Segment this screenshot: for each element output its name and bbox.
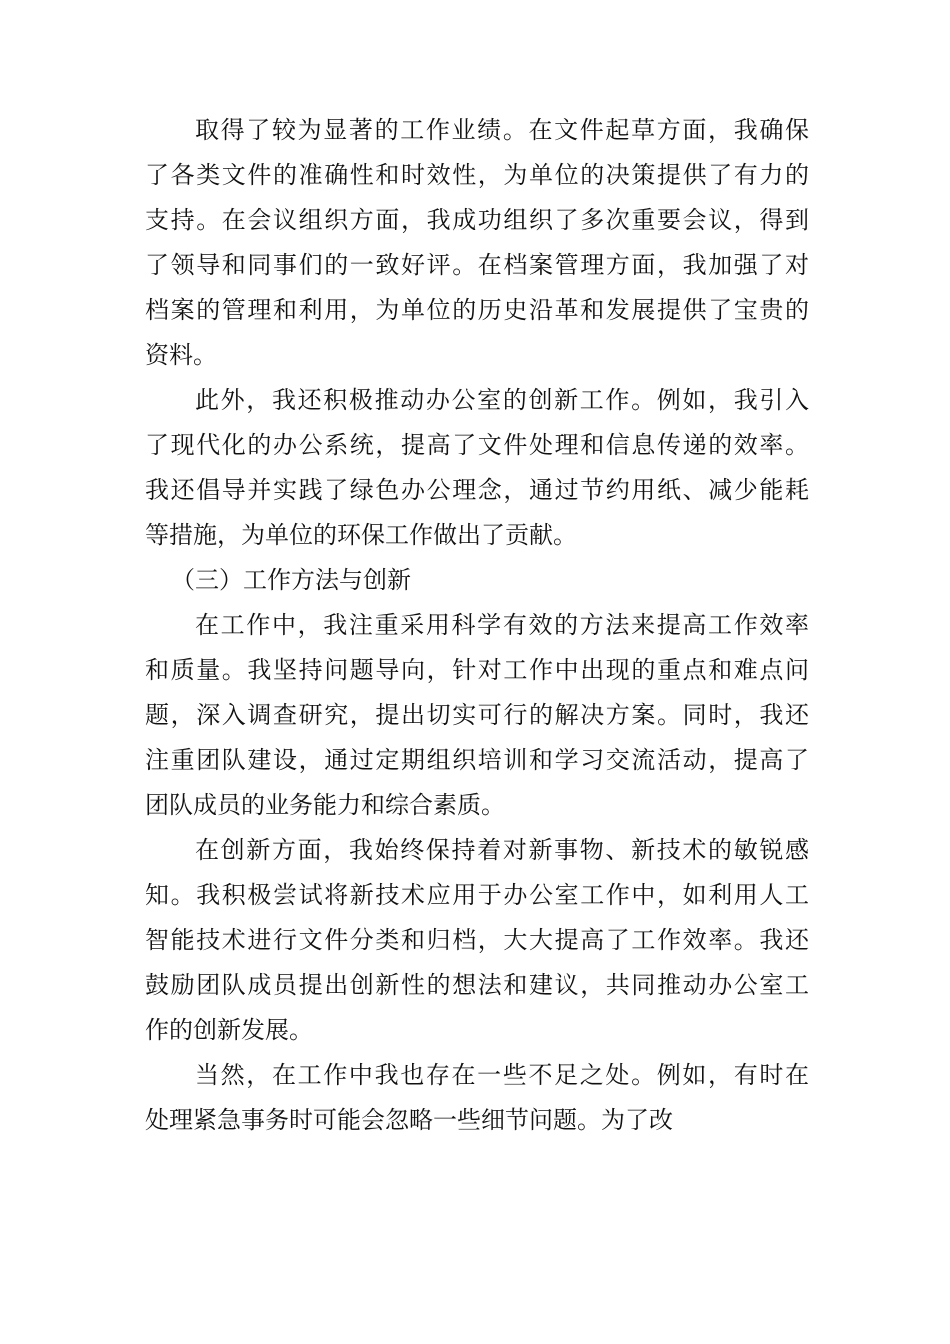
paragraph-4: [145, 828, 809, 1053]
paragraph-line: 我还倡导并实践了绿色办公理念，通过节约用纸、减少能耗: [145, 476, 809, 504]
paragraph-line: 团队成员的业务能力和综合素质。: [145, 791, 505, 819]
paragraph-line: 作的创新发展。: [145, 1016, 313, 1044]
paragraph-line: 此外，我还积极推动办公室的创新工作。例如，我引入: [195, 386, 809, 414]
paragraph-line: 处理紧急事务时可能会忽略一些细节问题。为了改: [145, 1106, 673, 1134]
paragraph-line: 支持。在会议组织方面，我成功组织了多次重要会议，得到: [145, 206, 809, 234]
paragraph-2: [145, 378, 809, 558]
paragraph-line: 知。我积极尝试将新技术应用于办公室工作中，如利用人工: [145, 881, 809, 909]
paragraph-line: 等措施，为单位的环保工作做出了贡献。: [145, 521, 577, 549]
paragraph-line: 当然，在工作中我也存在一些不足之处。例如，有时在: [195, 1061, 809, 1089]
paragraph-line: 和质量。我坚持问题导向，针对工作中出现的重点和难点问: [145, 656, 809, 684]
paragraph-3: [145, 603, 809, 828]
paragraph-line: 资料。: [145, 341, 217, 369]
section-heading-text: （三）工作方法与创新: [171, 566, 411, 594]
paragraph-line: 鼓励团队成员提出创新性的想法和建议，共同推动办公室工: [145, 971, 809, 999]
paragraph-line: 在创新方面，我始终保持着对新事物、新技术的敏锐感: [195, 836, 809, 864]
paragraph-line: 取得了较为显著的工作业绩。在文件起草方面，我确保: [195, 116, 809, 144]
section-heading: [145, 558, 809, 603]
paragraph-line: 档案的管理和利用，为单位的历史沿革和发展提供了宝贵的: [145, 296, 809, 324]
paragraph-line: 在工作中，我注重采用科学有效的方法来提高工作效率: [195, 611, 809, 639]
paragraph-line: 了各类文件的准确性和时效性，为单位的决策提供了有力的: [145, 161, 809, 189]
paragraph-line: 了现代化的办公系统，提高了文件处理和信息传递的效率。: [145, 431, 809, 459]
paragraph-line: 了领导和同事们的一致好评。在档案管理方面，我加强了对: [145, 251, 809, 279]
paragraph-line: 智能技术进行文件分类和归档，大大提高了工作效率。我还: [145, 926, 809, 954]
paragraph-line: 题，深入调查研究，提出切实可行的解决方案。同时，我还: [145, 701, 809, 729]
paragraph-1: [145, 108, 809, 378]
document-body: [145, 108, 809, 1143]
paragraph-line: 注重团队建设，通过定期组织培训和学习交流活动，提高了: [145, 746, 809, 774]
paragraph-5: [145, 1053, 809, 1143]
